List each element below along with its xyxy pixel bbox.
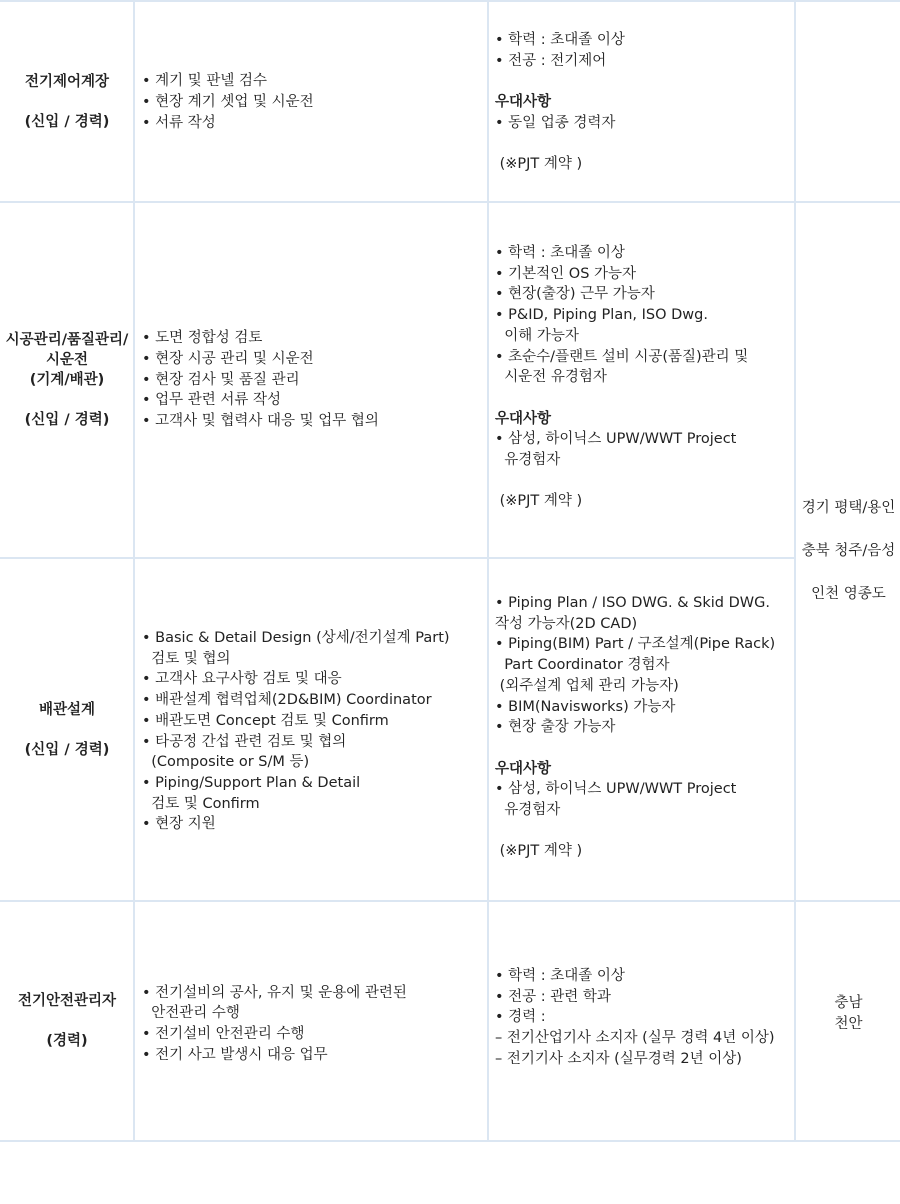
requirement-item: • 현장 출장 가능자 [495,719,616,736]
job-title-line: (신입 / 경력) [24,741,110,758]
duties-cell [136,203,486,557]
location-cell [797,203,900,900]
requirement-item: • 삼성, 하이닉스 UPW/WWT Project [495,431,737,448]
job-title-line: 전기제어계장 [24,73,110,90]
duty-item: • 배관설계 협력업체(2D&BIM) Coordinator [142,692,432,709]
duty-item: (Composite or S/M 등) [142,754,310,771]
duty-item: • Basic & Detail Design (상세/전기설계 Part) [142,629,450,646]
requirement-item: • 삼성, 하이닉스 UPW/WWT Project [495,781,737,798]
job-title-line: (경력) [46,1033,88,1049]
duty-item: • 현장 시공 관리 및 시운전 [142,350,314,367]
requirements-cell [490,559,795,900]
requirement-item: 우대사항 [495,410,552,427]
job-title-line: 배관설계 [38,701,96,718]
duty-item: • 배관도면 Concept 검토 및 Confirm [142,712,389,729]
duties-cell [136,902,486,1140]
job-title-line: (신입 / 경력) [24,412,110,428]
duty-item: • 도면 정합성 검토 [142,330,263,347]
job-title-cell [0,559,134,900]
spacer [495,134,625,155]
requirement-item: • Piping Plan / ISO DWG. & Skid DWG. [495,595,770,611]
duty-item: • 현장 계기 셋업 및 시운전 [142,94,314,111]
duty-item: 검토 및 협의 [142,650,231,667]
location-cell [797,902,900,1140]
duty-item: • 업무 관련 서류 작성 [142,392,282,409]
spacer [495,821,775,842]
requirement-item: (※PJT 계약 ) [495,843,583,860]
spacer [495,388,748,409]
requirement-item: • 경력 : [495,1009,546,1026]
requirement-item: 우대사항 [495,94,552,111]
requirement-item: Part Coordinator 경험자 [495,657,670,674]
duty-item: • 고객사 요구사항 검토 및 대응 [142,671,342,688]
job-title-cell [0,2,134,201]
duty-item: • 전기설비의 공사, 유지 및 운용에 관련된 [142,984,407,1001]
requirement-item: • 학력 : 초대졸 이상 [495,32,625,48]
duties-cell [136,559,486,900]
requirement-item: • 동일 업종 경력자 [495,114,616,131]
duty-item: • 현장 지원 [142,816,216,833]
requirement-item: • 전공 : 관련 학과 [495,988,611,1005]
spacer [802,562,896,584]
requirement-item: • BIM(Navisworks) 가능자 [495,698,676,715]
duty-item: • 고객사 및 협력사 대응 및 업무 협의 [142,413,379,430]
requirement-item: (※PJT 계약 ) [495,493,583,510]
spacer [495,71,625,92]
location-text: 충북 청주/음성 [801,543,896,560]
requirement-item: • 초순수/플랜트 설비 시공(품질)관리 및 [495,348,749,365]
spacer [495,471,748,492]
spacer [25,92,110,112]
duty-item: • 현장 검사 및 품질 관리 [142,371,300,388]
job-title-line: 전기안전관리자 [17,993,117,1009]
requirements-cell [490,203,795,557]
requirements-cell [490,2,795,201]
row-divider [0,1140,900,1142]
location-text: 천안 [834,1016,863,1032]
requirement-item: 우대사항 [495,760,552,777]
duty-item: • 서류 작성 [142,114,216,131]
requirement-item: 시운전 유경험자 [495,369,607,386]
requirement-item: – 전기산업기사 소지자 (실무 경력 4년 이상) [495,1030,775,1047]
spacer [18,1011,116,1031]
requirement-item: • 기본적인 OS 가능자 [495,265,637,282]
job-title-cell [0,902,134,1140]
requirement-item: • Piping(BIM) Part / 구조설계(Pipe Rack) [495,636,776,653]
duties-cell [136,2,486,201]
spacer [495,738,775,759]
requirement-item: • 현장(출장) 근무 가능자 [495,286,655,303]
location-text: 인천 영종도 [811,585,886,602]
duty-item: 검토 및 Confirm [142,795,260,812]
duty-item: 안전관리 수행 [142,1005,240,1022]
requirement-item: 유경험자 [495,802,561,819]
spacer [802,519,896,541]
requirement-item: • P&ID, Piping Plan, ISO Dwg. [495,307,708,324]
requirement-item: (※PJT 계약 ) [495,156,583,173]
location-text: 경기 평택/용인 [801,500,896,517]
spacer [25,720,110,740]
duty-item: • 전기 사고 발생시 대응 업무 [142,1046,328,1063]
job-title-line: (기계/배관) [29,372,105,388]
column-divider [487,0,489,1142]
duty-item: • Piping/Support Plan & Detail [142,774,361,791]
requirement-item: 이해 가능자 [495,327,579,344]
requirement-item: 유경험자 [495,452,561,469]
duty-item: • 타공정 간섭 관련 검토 및 협의 [142,733,347,750]
requirement-item: 작성 가능자(2D CAD) [495,615,638,632]
job-title-line: (신입 / 경력) [24,113,110,130]
requirements-cell [490,902,795,1140]
requirement-item: – 전기기사 소지자 (실무경력 2년 이상) [495,1050,742,1067]
location-text: 충남 [834,995,863,1012]
duty-item: • 전기설비 안전관리 수행 [142,1026,305,1042]
job-title-line: 시공관리/품질관리/ [5,332,129,348]
job-title-line: 시운전 [45,352,89,368]
requirement-item: (외주설계 업체 관리 가능자) [495,677,679,694]
job-title-cell [0,203,134,557]
spacer [6,390,129,410]
requirement-item: • 학력 : 초대졸 이상 [495,968,625,984]
requirement-item: • 학력 : 초대졸 이상 [495,245,625,261]
duty-item: • 계기 및 판넬 검수 [142,73,268,90]
requirement-item: • 전공 : 전기제어 [495,52,607,69]
